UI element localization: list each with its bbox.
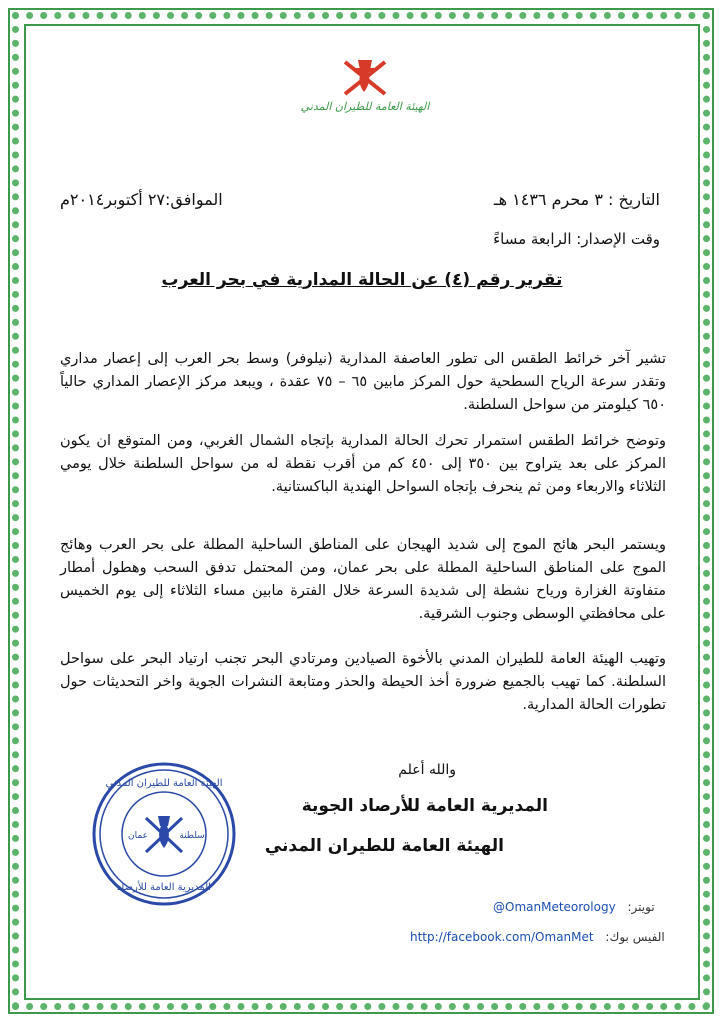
seal-top-text: الهيئة العامة للطيران المدني xyxy=(105,778,223,789)
authority-logo xyxy=(300,48,430,120)
seal-stamp-icon xyxy=(90,760,238,908)
paragraph-4: وتهيب الهيئة العامة للطيران المدني بالأخوة الصيادين ومرتادي البحر تجنب ارتياد البحر على سواحل السلطنة. كما تهيب بالجميع ضرورة أخذ الحيطة والحذر ومتابعة النشرات الجوية واخر التحديثات حول تطورات الحالة المدارية. xyxy=(60,651,666,713)
seal-right-text: عمان xyxy=(128,831,148,841)
paragraph-1: تشير آخر خرائط الطقس الى تطور العاصفة المدارية (نيلوفر) وسط بحر العرب إلى إعصار مداري وتقدر سرعة الرياح السطحية حول المركز مابين ٦٥ – ٧٥ عقدة ، ويبعد مركز الإعصار المداري حالياً ٦٥٠ كيلومتر من سواحل السلطنة. xyxy=(60,351,667,413)
date-hijri: التاريخ : ٣ محرم ١٤٣٦ هـ xyxy=(493,190,660,209)
twitter-handle[interactable]: @OmanMeteorology xyxy=(493,900,616,914)
date-gregorian: الموافق:٢٧ أكتوبر٢٠١٤م xyxy=(60,190,223,209)
facebook-row xyxy=(410,930,665,944)
signature-line-1: المديرية العامة للأرصاد الجوية xyxy=(301,796,548,816)
logo-caption: الهيئة العامة للطيران المدني xyxy=(300,100,430,113)
seal-bottom-text: المديرية العامة للأرصاد xyxy=(117,882,211,893)
paragraph-2: وتوضح خرائط الطقس استمرار تحرك الحالة المدارية بإتجاه الشمال الغربي، ومن المتوقع ان يكون المركز على بعد يتراوح بين ٣٥٠ إلى ٤٥٠ كم من أقرب نقطة له من سواحل السلطنة خلال يومي الثلاثاء والاربعاء ومن ثم ينحرف بإتجاه السواحل الهندية الباكستانية. xyxy=(60,433,667,495)
twitter-row xyxy=(493,900,655,914)
date-line xyxy=(60,190,660,214)
twitter-label: تويتر: xyxy=(627,900,655,914)
paragraph-3: ويستمر البحر هائج الموج إلى شديد الهيجان على المناطق الساحلية المطلة على بحر العرب وهائج الموج على المناطق الساحلية المطلة على بحر عمان، ومن المحتمل تدفق السحب وهطول أمطار متفاوتة الغزارة ورياح نشطة إلى شديدة السرعة خلال الفترة مابين مساء الثلاثاء إلى يوم الخميس على محافظتي الوسطى وجنوب الشرقية. xyxy=(60,537,666,622)
khanjar-emblem-icon xyxy=(300,48,430,104)
facebook-link[interactable]: http://facebook.com/OmanMet xyxy=(410,930,594,944)
official-seal xyxy=(90,760,238,908)
report-title: تقرير رقم (٤) عن الحالة المدارية في بحر العرب xyxy=(161,270,563,290)
signature-line-2: الهيئة العامة للطيران المدني xyxy=(264,836,504,856)
issue-time: وقت الإصدار: الرابعة مساءً xyxy=(493,230,660,248)
closing-phrase: والله أعلم xyxy=(398,762,456,778)
seal-left-text: سلطنة xyxy=(179,831,205,841)
facebook-label: الفيس بوك: xyxy=(605,930,665,944)
